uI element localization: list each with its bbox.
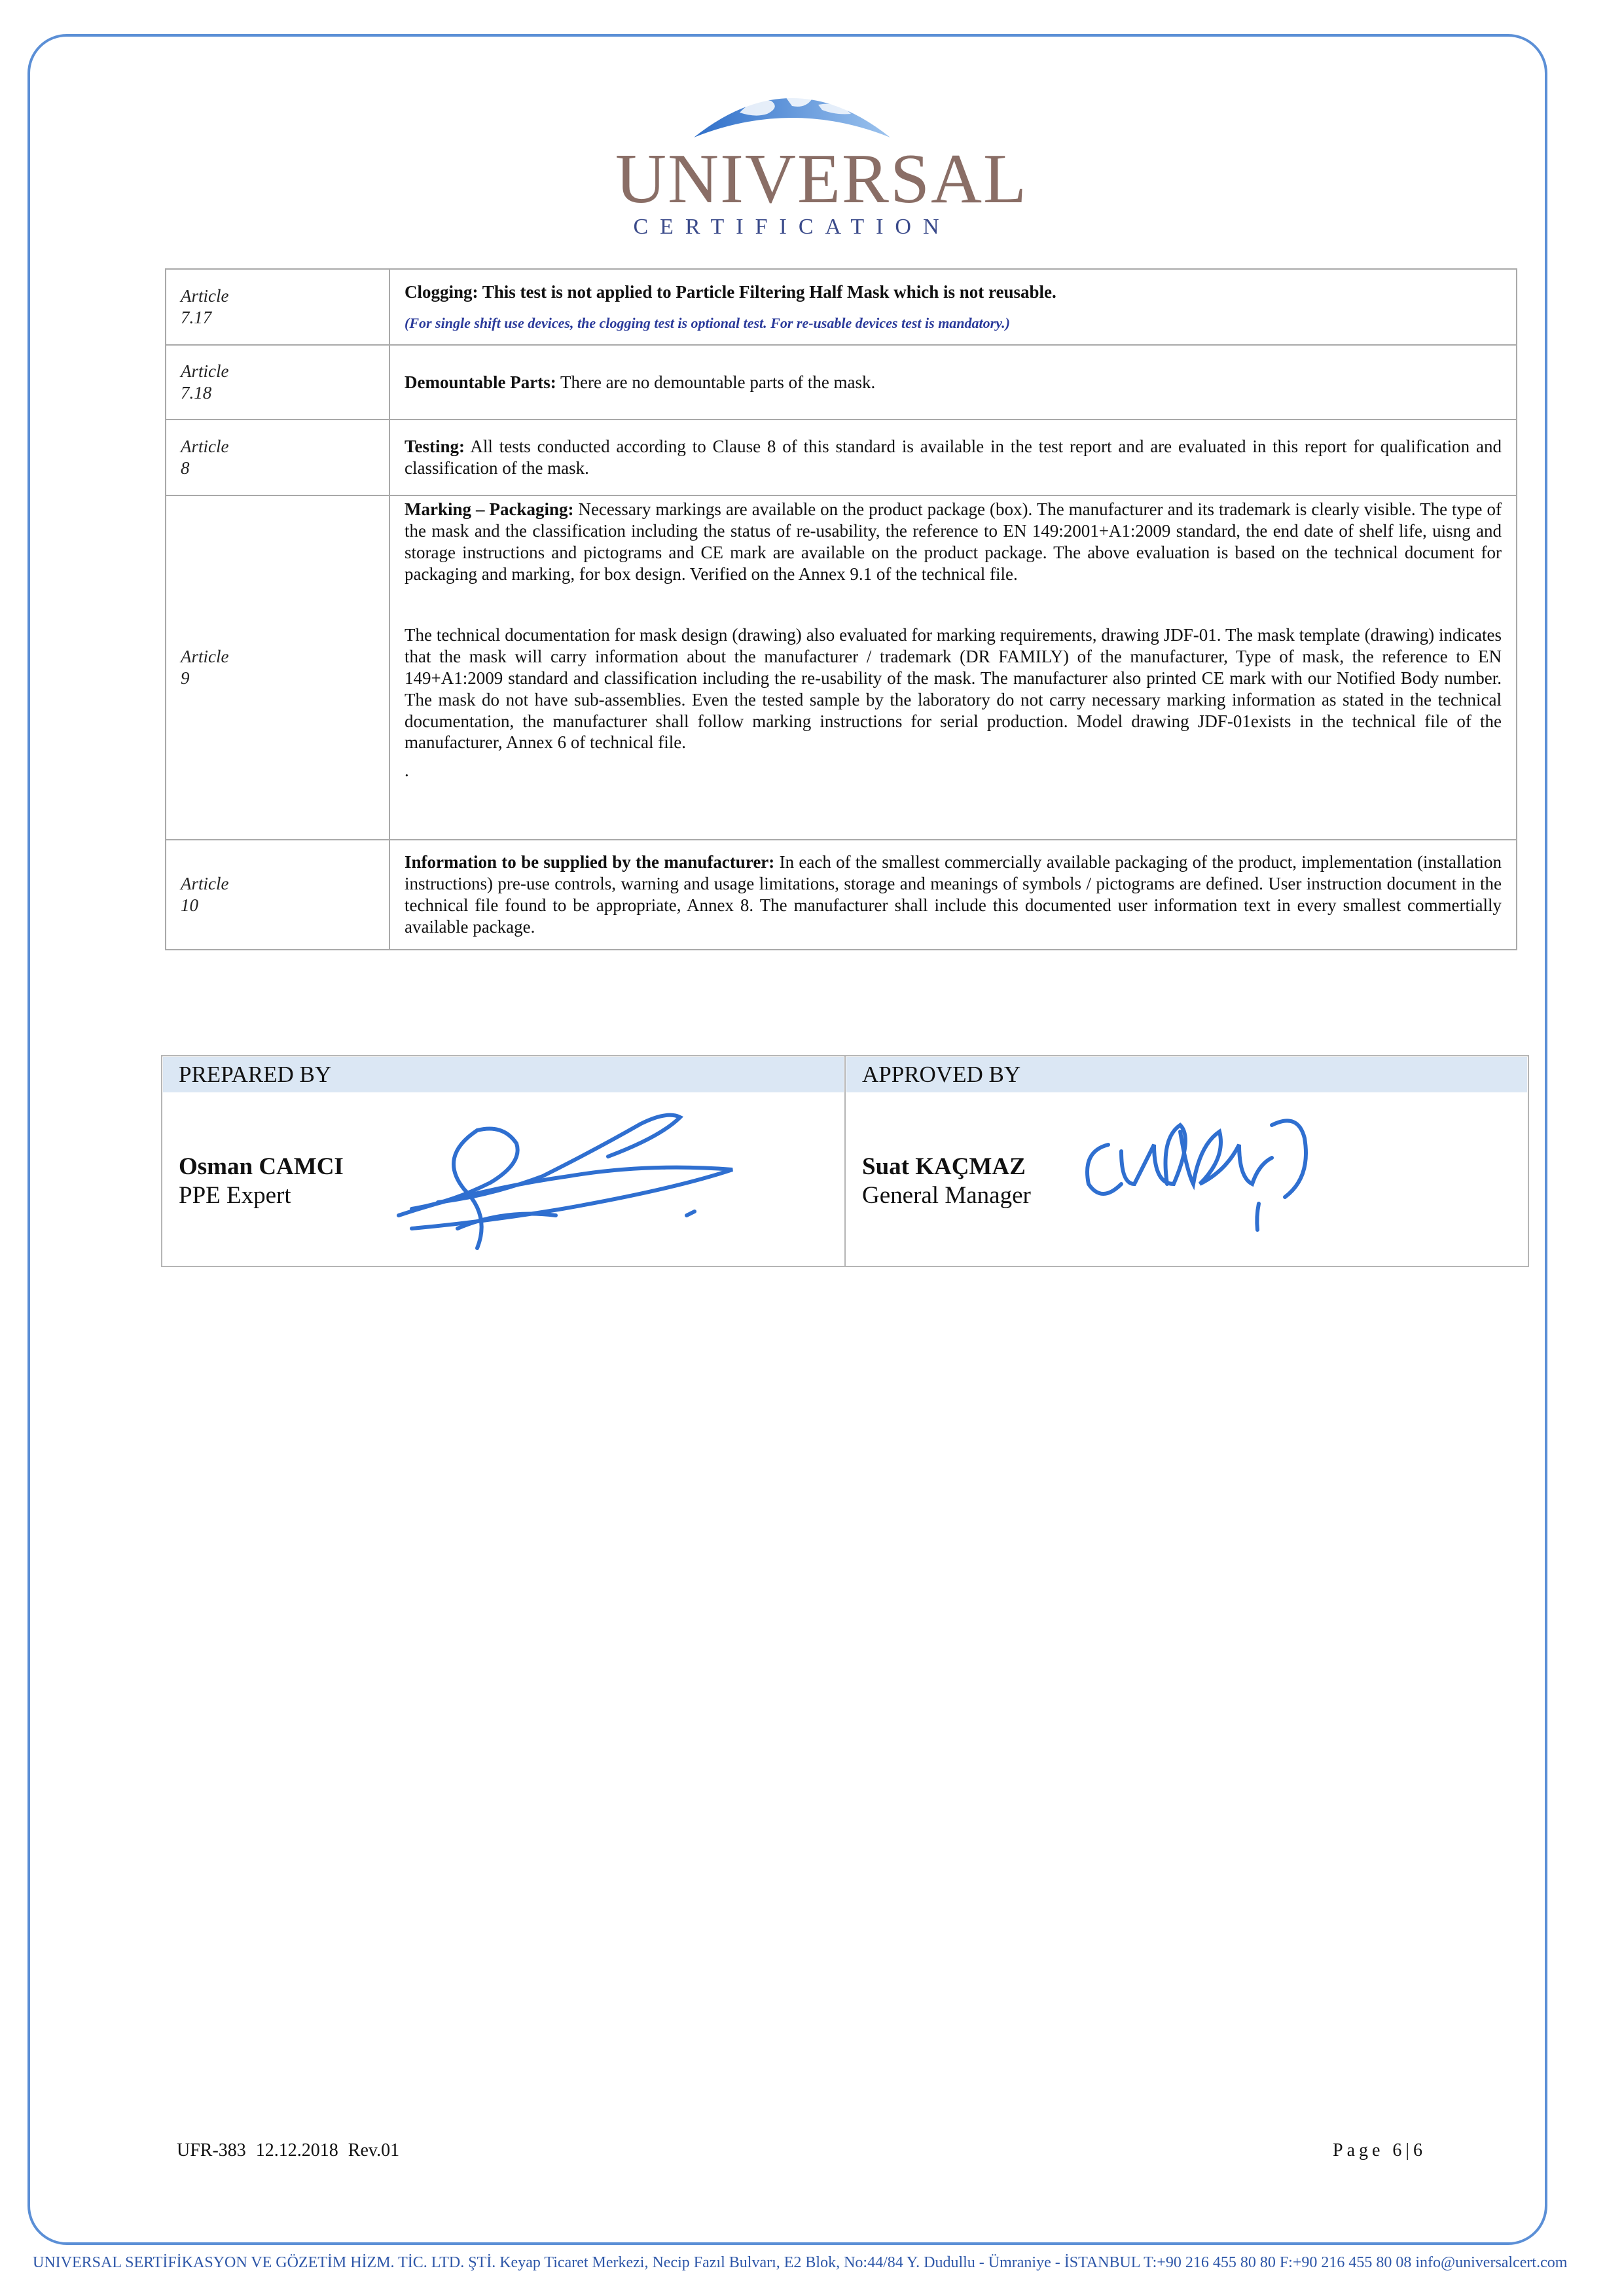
article-row-10 xyxy=(166,840,1517,950)
article-title: Testing: xyxy=(405,437,465,457)
article-row-9 xyxy=(166,495,1517,840)
articles-table xyxy=(165,268,1517,950)
article-title: Demountable Parts: xyxy=(405,372,556,392)
article-label: Article xyxy=(181,361,229,382)
prepared-by-heading: PREPARED BY xyxy=(163,1057,844,1092)
approver-name: Suat KAÇMAZ xyxy=(862,1153,1026,1180)
article-number: 9 xyxy=(181,668,190,688)
preparer-signature-image xyxy=(379,1104,785,1255)
universal-certification-logo xyxy=(615,72,1028,242)
article-label: Article xyxy=(181,437,229,457)
logo-subtitle: CERTIFICATION xyxy=(633,215,951,239)
article-body-cell xyxy=(389,420,1517,495)
article-label: Article xyxy=(181,647,229,667)
article-title: Clogging: xyxy=(405,282,478,302)
company-footer-line: UNIVERSAL SERTİFİKASYON VE GÖZETİM HİZM. TİC. LTD. ŞTİ. Keyap Ticaret Merkezi, Necip Fazıl Bulvarı, E2 Blok, No:44/84 Y. Dudullu - Ümraniye - İSTANBUL T:+90 216 455 80 80 F:+90 216 455 80 08 info@universalcert.com xyxy=(33,2254,1568,2271)
preparer-role: PPE Expert xyxy=(179,1182,291,1209)
approver-role: General Manager xyxy=(862,1182,1031,1209)
preparer-name: Osman CAMCI xyxy=(179,1153,344,1180)
article-label-cell xyxy=(166,269,389,345)
article-text: Necessary markings are available on the product package (box). The manufacturer and its trademark is clearly visible. The type of the mask and the classification including the status of re-usability, the reference to EN 149:2001+A1:2009 standard, the end date of shelf life, uisng and storage instructions and pictograms and CE mark are available on the product package. The above evaluation is based on the technical document for packaging and marking, for box design. Verified on the Annex 9.1 of the technical file. xyxy=(405,499,1502,584)
article-body-cell xyxy=(389,495,1517,840)
article-label: Article xyxy=(181,286,229,306)
article-title: Information to be supplied by the manufacturer: xyxy=(405,852,775,872)
article-number: 10 xyxy=(181,895,198,915)
article-number: 7.17 xyxy=(181,308,212,327)
approved-by-heading: APPROVED BY xyxy=(846,1057,1527,1092)
article-paragraph: The technical documentation for mask design (drawing) also evaluated for marking requirements, drawing JDF-01. The mask template (drawing) indicates that the mask will carry information about the manufacturer / trademark (DR FAMILY) of the manufacturer, Type of mask, the reference to EN 149+A1:2009 standard and classification including the re-usability of the mask. The manufacturer also printed CE mark with our Notified Body number. The mask do not have sub-assemblies. Even the tested sample by the laboratory do not carry necessary marking information as stated in the technical documentation, the manufacturer shall follow marking instructions for serial production. Model drawing JDF-01exists in the technical file of the manufacturer, Annex 6 of technical file. xyxy=(405,624,1502,753)
form-code: UFR-383 12.12.2018 Rev.01 xyxy=(177,2140,400,2161)
article-label-cell xyxy=(166,345,389,420)
article-row-7-17 xyxy=(166,269,1517,345)
article-title: Marking – Packaging: xyxy=(405,499,574,519)
prepared-by-cell xyxy=(162,1056,845,1266)
article-label-cell xyxy=(166,840,389,950)
article-number: 8 xyxy=(181,458,190,478)
article-body-cell xyxy=(389,840,1517,950)
article-text: This test is not applied to Particle Filtering Half Mask which is not reusable. xyxy=(478,282,1056,302)
signature-table xyxy=(161,1055,1529,1267)
logo-wordmark: UNIVERSAL xyxy=(615,140,1028,218)
article-paragraph: . xyxy=(405,761,409,781)
article-text: In each of the smallest commercially available packaging of the product, implementation (installation instructions) pre-use controls, warning and usage limitations, storage and meanings of symbols / pictograms are defined. User instruction document in the technical file found to be appropriate, Annex 8. The manufacturer shall include this documented user information text in every smallest commertially available package. xyxy=(405,852,1502,937)
page-number: Page 6|6 xyxy=(1333,2140,1427,2161)
approved-by-cell xyxy=(845,1056,1528,1266)
article-label-cell xyxy=(166,420,389,495)
article-note: (For single shift use devices, the clogging test is optional test. For re-usable devices test is mandatory.) xyxy=(405,315,1010,332)
article-body-cell xyxy=(389,345,1517,420)
article-number: 7.18 xyxy=(181,383,212,403)
article-row-7-18 xyxy=(166,345,1517,420)
article-label-cell xyxy=(166,495,389,840)
approver-signature-image xyxy=(1069,1099,1344,1263)
article-text: All tests conducted according to Clause 8 of this standard is available in the test report and are evaluated in this report for qualification and classification of the mask. xyxy=(405,437,1502,478)
article-row-8 xyxy=(166,420,1517,495)
article-body-cell xyxy=(389,269,1517,345)
article-text: There are no demountable parts of the mask. xyxy=(556,372,876,392)
globe-arc-icon xyxy=(687,72,897,144)
article-label: Article xyxy=(181,874,229,894)
